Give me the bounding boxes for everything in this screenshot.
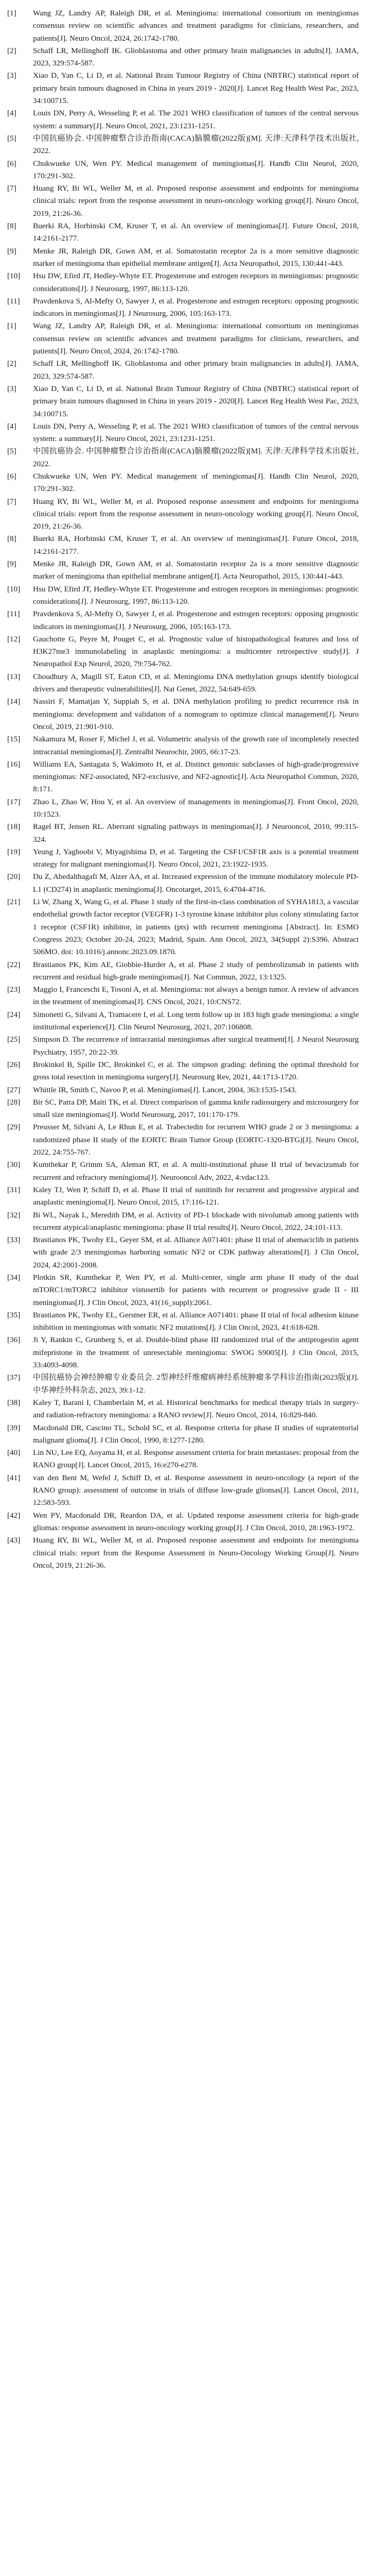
reference-item [7,984,359,1009]
reference-number: [14] [7,697,21,706]
reference-item [7,158,359,183]
reference-item [7,959,359,984]
reference-text: Choudhury A, Magill ST, Eaton CD, et al. Meningioma DNA methylation groups identify biological drivers and therapeutic vulnerabilities[J]. Nat Genet, 2022, 54:649-659. [33,672,359,694]
reference-item [7,1121,359,1159]
reference-text: Brastianos PK, Twohy EL, Geyer SM, et al. Alliance A071401: phase II trial of abemaciclib in patients with grade 2/3 meningiomas harboring somatic NF2 or CDK pathway alterations[J]. J Clin Oncol, 2024, 42:2001-2008. [33,1235,359,1269]
reference-text: Ragel BT, Jensen RL. Aberrant signaling pathways in meningiomas[J]. J Neurooncol, 2010, 99:315-324. [33,822,359,844]
reference-item [7,733,359,758]
reference-number: [10] [7,272,21,281]
reference-number: [9] [7,246,16,256]
reference-number: [23] [7,985,21,994]
reference-text: Menke JR, Raleigh DR, Gown AM, et al. Somatostatin receptor 2a is a more sensitive diagnostic marker of meningioma than epithelial membrane antigen[J]. Acta Neuropathol, 2015, 130:441-443. [33,246,359,268]
reference-number: [20] [7,872,21,882]
reference-text: 中国抗癌协会. 中国肿瘤整合诊治指南(CACA)脑膜瘤(2022版)[M]. 天津:天津科学技术出版社, 2022. [33,447,359,468]
reference-text: 中国抗癌协会神经肿瘤专业委员会. 2型神经纤维瘤病神经系统肿瘤多学科诊治指南(2023版)[J]. 中华神经外科杂志, 2023, 39:1-12. [33,1373,359,1395]
reference-text: Hsu DW, Efird JT, Hedley-Whyte ET. Progesterone and estrogen receptors in meningiomas: prognostic considerations[J]. J Neurosurg, 1997, 86:113-120. [33,272,359,293]
reference-item [7,1334,359,1371]
reference-item [7,1397,359,1422]
reference-item [7,1184,359,1209]
reference-number: [27] [7,1085,21,1094]
reference-item [7,420,359,446]
reference-number: [32] [7,1210,21,1219]
reference-text: Gauchotte G, Peyre M, Pouget C, et al. Prognostic value of histopathological features and loss of H3K27me3 immunolabeling in anaplastic meningioma: a multicenter retrospective study[J]. J Neuropathol Exp Neurol, 2020, 79:754-762. [33,634,359,669]
reference-number: [5] [7,447,16,456]
reference-text: Louis DN, Perry A, Wesseling P, et al. The 2021 WHO classification of tumors of the central nervous system: a summary[J]. Neuro Oncol, 2021, 23:1231-1251. [33,421,359,444]
reference-item [7,220,359,245]
reference-number: [22] [7,960,21,969]
reference-number: [39] [7,1423,21,1432]
reference-item [7,245,359,270]
reference-item [7,70,359,107]
reference-number: [36] [7,1335,21,1345]
reference-number: [4] [7,109,16,118]
reference-text: Bi WL, Nayak L, Meredith DM, et al. Activity of PD-1 blockade with nivolumab among patients with recurrent atypical/anaplastic meningioma: phase II trial results[J]. Neuro Oncol, 2022, 24:101-113. [33,1210,359,1232]
reference-number: [33] [7,1235,21,1245]
reference-number: [16] [7,759,21,769]
reference-item [7,1209,359,1234]
reference-item [7,182,359,220]
reference-item [7,1447,359,1472]
reference-number: [37] [7,1373,21,1382]
reference-item [7,132,359,158]
reference-item [7,633,359,671]
reference-text: Plotkin SR, Kumthekar P, Wen PY, et al. Multi-center, single arm phase II study of the dual mTORC1/mTORC2 inhibitor vistusertib for patients with recurrent or progressive grade II - III meningiomas[J]. J Clin Oncol, 2023, 41(16_suppl):2061. [33,1273,359,1307]
reference-text: Bir SC, Patra DP, Maiti TK, et al. Direct comparison of gamma knife radiosurgery and microsurgery for small size meningiomas[J]. World Neurosurg, 2017, 101:170-179. [33,1097,359,1120]
reference-number: [19] [7,847,21,856]
reference-number: [1] [7,321,16,331]
reference-text: Schaff LR, Mellinghoff IK. Glioblastoma and other primary brain malignancies in adults[J]. JAMA, 2023, 329:574-587. [33,359,359,381]
reference-number: [30] [7,1160,21,1170]
reference-item [7,1159,359,1184]
reference-text: Maggio I, Franceschi E, Tosoni A, et al. Meningioma: not always a benign tumor. A review of advances in the treatment of meningiomas[J]. CNS Oncol, 2021, 10:CNS72. [33,985,359,1007]
reference-text: Buerki RA, Horbinski CM, Kruser T, et al. An overview of meningiomas[J]. Future Oncol, 2018, 14:2161-2177. [33,534,359,556]
reference-text: Brastianos PK, Kim AE, Giobbie-Hurder A, et al. Phase 2 study of pembrolizumab in patients with recurrent and residual high-grade meningiomas[J]. Nat Commun, 2022, 13:1325. [33,960,359,981]
reference-text: Kaley TJ, Wen P, Schiff D, et al. Phase II trial of sunitinib for recurrent and progressive atypical and anaplastic meningioma[J]. Neuro Oncol, 2015, 17:116-121. [33,1185,359,1207]
reference-text: Wang JZ, Landry AP, Raleigh DR, et al. Meningioma: international consortium on meningiomas consensus review on scientific advances and treatment paradigms for clinicians, researchers, and patients[J]. Neuro Oncol, 2024, 26:1742-1780. [33,9,359,43]
reference-number: [15] [7,735,21,744]
reference-item [7,7,359,45]
reference-item [7,1534,359,1572]
reference-item [7,1096,359,1122]
reference-number: [38] [7,1398,21,1407]
reference-text: Nakamura M, Roser F, Michel J, et al. Volumetric analysis of the growth rate of incompletely resected intracranial meningiomas[J]. Zentralbl Neurochir, 2005, 66:17-23. [33,735,359,756]
reference-number: [2] [7,46,16,55]
reference-text: Menke JR, Raleigh DR, Gown AM, et al. Somatostatin receptor 2a is a more sensitive diagnostic marker of meningioma than epithelial membrane antigen[J]. Acta Neuropathol, 2015, 130:441-443. [33,560,359,581]
reference-text: Louis DN, Perry A, Wesseling P, et al. The 2021 WHO classification of tumors of the central nervous system: a summary[J]. Neuro Oncol, 2021, 23:1231-1251. [33,109,359,130]
reference-item [7,470,359,496]
reference-item [7,320,359,358]
reference-item [7,758,359,796]
reference-text: Huang RY, Bi WL, Weller M, et al. Proposed response assessment and endpoints for meningioma clinical trials: report from the response assessment in neuro-oncology working group[J]. Neuro Oncol, 2019, 21:26-36. [33,184,359,218]
reference-number: [7] [7,184,16,193]
reference-text: Preusser M, Silvani A, Le Rhun E, et al. Trabectedin for recurrent WHO grade 2 or 3 meningioma: a randomized phase II study of the EORTC Brain Tumor Group (EORTC-1320-BTG)[J]. Neuro Oncol, 2022, 24:755-767. [33,1123,359,1157]
reference-item [7,896,359,958]
reference-text: Pravdenkova S, Al-Mefty O, Sawyer J, et al. Progesterone and estrogen receptors: opposing prognostic indicators in meningiomas[J]. J Neurosurg, 2006, 105:163-173. [33,609,359,631]
reference-text: Kumthekar P, Grimm SA, Aleman RT, et al. A multi-institutional phase II trial of bevacizumab for recurrent and refractory meningioma[J]. Neurooncol Adv, 2022, 4:vdac123. [33,1160,359,1182]
reference-item [7,608,359,633]
reference-text: Ji Y, Rankin C, Grunberg S, et al. Double-blind phase III randomized trial of the antiprogestin agent mifepristone in the treatment of unresectable meningioma: SWOG S9005[J]. J Clin Oncol, 2015, 33:4093-4098. [33,1335,359,1370]
reference-number: [13] [7,672,21,681]
reference-item [7,1084,359,1096]
reference-number: [8] [7,222,16,231]
reference-number: [34] [7,1273,21,1282]
reference-item [7,846,359,871]
reference-number: [6] [7,471,16,481]
reference-item [7,1422,359,1447]
reference-number: [17] [7,797,21,806]
reference-number: [29] [7,1123,21,1132]
reference-item [7,696,359,733]
reference-number: [7] [7,497,16,506]
reference-item [7,821,359,846]
reference-number: [8] [7,534,16,544]
reference-number: [41] [7,1473,21,1482]
reference-text: Whittle IR, Smith C, Navoo P, et al. Meningiomas[J]. Lancet, 2004, 363:1535-1543. [33,1085,297,1094]
reference-number: [3] [7,71,16,80]
reference-number: [11] [7,296,20,306]
reference-text: Williams EA, Santagata S, Wakimoto H, et al. Distinct genomic subclasses of high-grade/progressive meningiomas: NF2-associated, NF2-exclusive, and NF2-agnostic[J]. Acta Neuropathol Commun, 2020, 8:171. [33,759,359,794]
reference-item [7,533,359,558]
reference-number: [25] [7,1035,21,1044]
reference-item [7,445,359,470]
reference-item [7,1371,359,1397]
reference-text: Simpson D. The recurrence of intracranial meningiomas after surgical treatment[J]. J Neurol Neurosurg Psychiatry, 1957, 20:22-39. [33,1035,359,1057]
reference-number: [5] [7,133,16,143]
reference-item [7,1510,359,1535]
reference-item [7,1033,359,1059]
reference-item [7,358,359,383]
reference-text: Yeung J, Yaghoobi V, Miyagishima D, et al. Targeting the CSF1/CSF1R axis is a potential treatment strategy for malignant meningiomas[J]. Neuro Oncol, 2021, 23:1922-1935. [33,847,359,869]
reference-text: Pravdenkova S, Al-Mefty O, Sawyer J, et al. Progesterone and estrogen receptors: opposing prognostic indicators in meningiomas[J]. J Neurosurg, 2006, 105:163-173. [33,296,359,318]
reference-text: van den Bent M, Wefel J, Schiff D, et al. Response assessment in neuro-oncology (a report of the RANO group): assessment of outcome in trials of diffuse low-grade gliomas[J]. Lancet Oncol, 2011, 12:583-593. [33,1473,359,1507]
reference-item [7,796,359,821]
reference-number: [26] [7,1060,21,1069]
reference-number: [18] [7,822,21,832]
reference-item [7,1309,359,1334]
reference-item [7,1472,359,1510]
reference-text: Xiao D, Yan C, Li D, et al. National Brain Tumour Registry of China (NBTRC) statistical report of primary brain tumours diagnosed in China in years 2019 - 2020[J]. Lancet Reg Health West Pac, 2023, 34:100715. [33,71,359,106]
reference-number: [35] [7,1310,21,1319]
reference-item [7,1059,359,1084]
reference-text: Wang JZ, Landry AP, Raleigh DR, et al. Meningioma: international consortium on meningiomas consensus review on scientific advances and treatment paradigms for clinicians, researchers, and patients[J]. Neuro Oncol, 2024, 26:1742-1780. [33,321,359,356]
reference-text: Zhao L, Zhao W, Hou Y, et al. An overview of managements in meningiomas[J]. Front Oncol, 2020, 10:1523. [33,797,359,819]
reference-number: [9] [7,560,16,569]
reference-number: [42] [7,1511,21,1520]
reference-item [7,45,359,70]
reference-item [7,871,359,896]
reference-text: Lin NU, Lee EQ, Aoyama H, et al. Response assessment criteria for brain metastases: proposal from the RANO group[J]. Lancet Oncol, 2015, 16:e270-e278. [33,1448,359,1470]
reference-text: Huang RY, Bi WL, Weller M, et al. Proposed response assessment and endpoints for meningioma clinical trials: report from the Response Assessment in Neuro-Oncology Working Group[J]. Neuro Oncol, 2019, 21:26-36. [33,1536,359,1570]
reference-number: [1] [7,9,16,18]
reference-number: [28] [7,1097,21,1107]
reference-text: Macdonald DR, Cascino TL, Schold SC, et al. Response criteria for phase II studies of supratentorial malignant glioma[J]. J Clin Oncol, 1990, 8:1277-1280. [33,1423,359,1445]
reference-number: [2] [7,359,16,368]
reference-text: Kaley T, Barani I, Chamberlain M, et al. Historical benchmarks for medical therapy trials in surgery- and radiation-refractory meningioma: a RANO review[J]. Neuro Oncol, 2014, 16:829-840. [33,1398,359,1420]
reference-number: [12] [7,634,21,643]
reference-text: Buerki RA, Horbinski CM, Kruser T, et al. An overview of meningiomas[J]. Future Oncol, 2018, 14:2161-2177. [33,222,359,243]
reference-text: 中国抗癌协会. 中国肿瘤整合诊治指南(CACA)脑膜瘤(2022版)[M]. 天津:天津科学技术出版社, 2022. [33,133,359,156]
reference-text: Simonetti G, Silvani A, Tramacere I, et al. Long term follow up in 183 high grade meningioma: a single institutional experience[J]. Clin Neurol Neurosurg, 2021, 207:106808. [33,1010,359,1032]
reference-text: Hsu DW, Efird JT, Hedley-Whyte ET. Progesterone and estrogen receptors in meningiomas: prognostic considerations[J]. J Neurosurg, 1997, 86:113-120. [33,584,359,606]
reference-text: Schaff LR, Mellinghoff IK. Glioblastoma and other primary brain malignancies in adults[J]. JAMA, 2023, 329:574-587. [33,46,359,68]
reference-item [7,1234,359,1272]
reference-item [7,1009,359,1034]
reference-number: [21] [7,897,21,907]
reference-item [7,1272,359,1309]
reference-text: Brastianos PK, Twohy EL, Gerstner ER, et al. Alliance A071401: phase II trial of focal adhesion kinase inhibition in meningiomas with somatic NF2 mutations[J]. J Clin Oncol, 2023, 41:618-628. [33,1310,359,1332]
reference-item [7,496,359,533]
reference-number: [11] [7,609,20,619]
reference-number: [10] [7,584,21,594]
reference-number: [43] [7,1536,21,1545]
reference-number: [31] [7,1185,21,1194]
reference-text: Nassiri F, Mamatjan Y, Suppiah S, et al. DNA methylation profiling to predict recurrence risk in meningioma: development and validation of a nomogram to optimize clinical management[J]. Neuro Oncol, 2019, 21:901-910. [33,697,359,731]
reference-item [7,107,359,132]
reference-text: Du Z, Abedalthagafi M, Aizer AA, et al. Increased expression of the immune modulatory molecule PD-L1 (CD274) in anaplastic meningioma[J]. Oncotarget, 2015, 6:4704-4716. [33,872,359,894]
reference-item [7,383,359,420]
reference-number: [40] [7,1448,21,1458]
reference-item [7,671,359,696]
reference-number: [3] [7,384,16,393]
reference-text: Wen PY, Macdonald DR, Reardon DA, et al. Updated response assessment criteria for high-grade gliomas: response assessment in neuro-oncology working group[J]. J Clin Oncol, 2010, 28:1963-1972. [33,1511,359,1532]
reference-item [7,270,359,295]
reference-text: Chukwueke UN, Wen PY. Medical management of meningiomas[J]. Handb Clin Neurol, 2020, 170:291-302. [33,159,359,180]
reference-text: Xiao D, Yan C, Li D, et al. National Brain Tumour Registry of China (NBTRC) statistical report of primary brain tumours diagnosed in China in years 2019 - 2020[J]. Lancet Reg Health West Pac, 2023, 34:100715. [33,384,359,418]
reference-item [7,558,359,583]
reference-text: Brokinkel B, Spille DC, Brokinkel C, et al. The simpson grading: defining the optimal threshold for gross total resection in meningioma surgery[J]. Neurosurg Rev, 2021, 44:1713-1720. [33,1060,359,1082]
reference-number: [6] [7,159,16,168]
reference-text: Chukwueke UN, Wen PY. Medical management of meningiomas[J]. Handb Clin Neurol, 2020, 170:291-302. [33,471,359,494]
reference-text: Li W, Zhang X, Wang G, et al. Phase 1 study of the first-in-class combination of SYHA1813, a vascular endothelial growth factor receptor (VEGFR) 1-3 tyrosine kinase inhibitor plus colony stimulating factor 1 receptor (CSF1R) inhibitor, in patients (pts) with recurrent meningioma [Abstract]. In: ESMO Congress 2023; October 20-24, 2023; Madrid, Spain. Ann Oncol, 2023, 34(Suppl 2):S396. Abstract 506MO. doi: 10.1016/j.annonc.2023.09.1870. [33,897,359,957]
reference-item [7,295,359,320]
reference-item [7,583,359,608]
reference-text: Huang RY, Bi WL, Weller M, et al. Proposed response assessment and endpoints for meningioma clinical trials: report from the response assessment in neuro-oncology working group[J]. Neuro Oncol, 2019, 21:26-36. [33,497,359,531]
reference-number: [24] [7,1010,21,1019]
reference-number: [4] [7,421,16,431]
